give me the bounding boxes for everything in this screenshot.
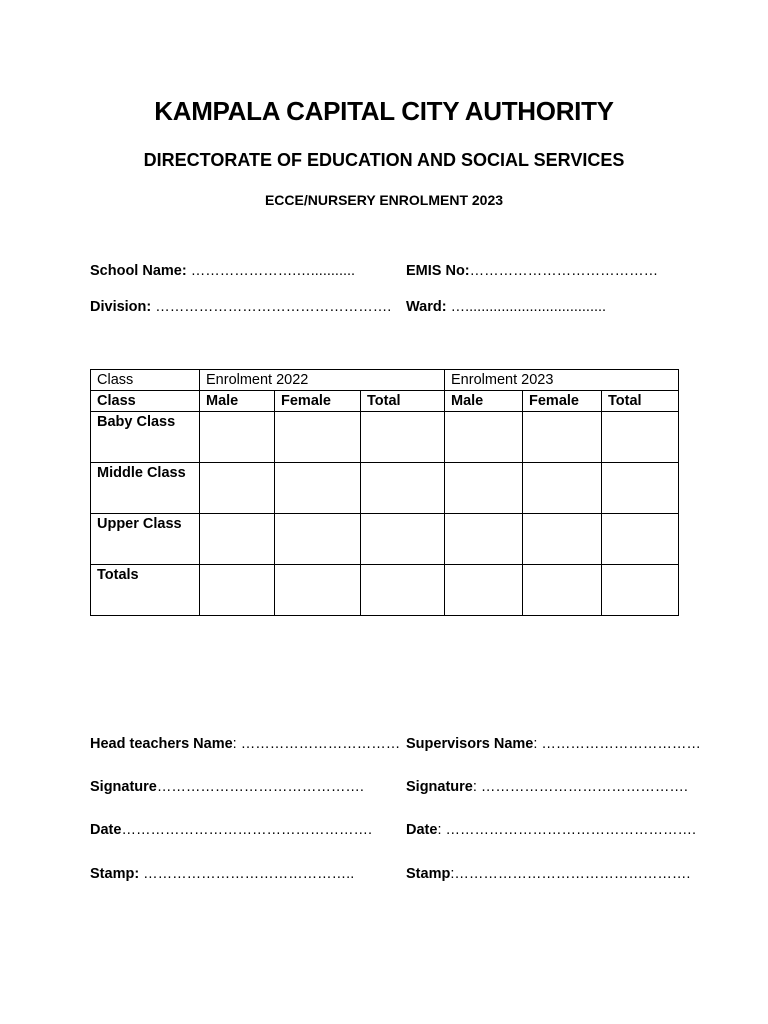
date-left-label: Date xyxy=(90,822,122,838)
cell-input[interactable] xyxy=(275,463,361,514)
subheader-female-2022: Female xyxy=(275,391,361,412)
table-row xyxy=(91,463,679,514)
date-right-field xyxy=(406,822,696,838)
cell-input[interactable] xyxy=(200,514,275,565)
emis-label: EMIS No: xyxy=(406,263,470,279)
cell-input[interactable] xyxy=(361,514,445,565)
cell-input[interactable] xyxy=(200,412,275,463)
stamp-right-field xyxy=(406,866,690,882)
cell-input[interactable] xyxy=(523,412,602,463)
table-row xyxy=(91,412,679,463)
header-enrolment-2022: Enrolment 2022 xyxy=(200,370,445,391)
cell-input[interactable] xyxy=(523,565,602,616)
head-teacher-name-blank[interactable]: : …………………………… xyxy=(232,736,401,752)
supervisor-name-field xyxy=(406,736,701,752)
signature-right-field xyxy=(406,779,688,795)
school-name-blank[interactable]: ………………….…........... xyxy=(186,263,356,279)
cell-input[interactable] xyxy=(602,514,679,565)
cell-input[interactable] xyxy=(275,412,361,463)
subheader-male-2022: Male xyxy=(200,391,275,412)
supervisor-name-blank[interactable]: : …………………………… xyxy=(533,736,701,752)
cell-input[interactable] xyxy=(523,514,602,565)
signature-left-blank[interactable]: ……………………………………. xyxy=(156,779,364,795)
cell-input[interactable] xyxy=(361,412,445,463)
stamp-left-blank[interactable]: …………………………………….. xyxy=(139,866,355,882)
stamp-right-label: Stamp xyxy=(406,866,451,882)
stamp-left-field xyxy=(90,866,354,882)
division-field xyxy=(90,299,391,315)
subheader-class: Class xyxy=(91,391,200,412)
cell-input[interactable] xyxy=(602,412,679,463)
cell-input[interactable] xyxy=(275,514,361,565)
row-label-baby-class: Baby Class xyxy=(91,412,200,463)
head-teacher-name-field xyxy=(90,736,400,752)
cell-input[interactable] xyxy=(361,463,445,514)
page-subtitle: DIRECTORATE OF EDUCATION AND SOCIAL SERVICES xyxy=(143,150,625,170)
cell-input[interactable] xyxy=(361,565,445,616)
head-teacher-name-label: Head teachers Name xyxy=(90,736,233,752)
table-row xyxy=(91,514,679,565)
school-name-label: School Name: xyxy=(90,263,187,279)
subheader-male-2023: Male xyxy=(445,391,523,412)
subheader-female-2023: Female xyxy=(523,391,602,412)
school-name-field xyxy=(90,263,355,279)
division-label: Division: xyxy=(90,299,152,315)
cell-input[interactable] xyxy=(445,565,523,616)
date-right-blank[interactable]: : ……………………………………………. xyxy=(437,822,697,838)
ward-field xyxy=(406,299,606,315)
stamp-right-blank[interactable]: :…………………………………………. xyxy=(450,866,691,882)
table-header-row xyxy=(91,370,679,391)
cell-input[interactable] xyxy=(445,412,523,463)
cell-input[interactable] xyxy=(275,565,361,616)
table-row xyxy=(91,565,679,616)
subheader-total-2023: Total xyxy=(602,391,679,412)
signature-left-label: Signature xyxy=(90,779,157,795)
cell-input[interactable] xyxy=(602,463,679,514)
emis-blank[interactable]: ………………………………… xyxy=(469,263,659,279)
table-subheader-row xyxy=(91,391,679,412)
form-name: ECCE/NURSERY ENROLMENT 2023 xyxy=(264,192,504,208)
date-left-blank[interactable]: ……………………………………………. xyxy=(121,822,372,838)
signature-right-blank[interactable]: : ……………………………………. xyxy=(472,779,688,795)
row-label-totals: Totals xyxy=(91,565,200,616)
cell-input[interactable] xyxy=(445,463,523,514)
division-blank[interactable]: …………………………………………. xyxy=(151,299,392,315)
cell-input[interactable] xyxy=(200,463,275,514)
cell-input[interactable] xyxy=(523,463,602,514)
ward-blank[interactable]: …................................... xyxy=(446,299,607,315)
signature-left-field xyxy=(90,779,364,795)
subheader-total-2022: Total xyxy=(361,391,445,412)
cell-input[interactable] xyxy=(200,565,275,616)
row-label-upper-class: Upper Class xyxy=(91,514,200,565)
date-right-label: Date xyxy=(406,822,438,838)
emis-field xyxy=(406,263,658,279)
header-enrolment-2023: Enrolment 2023 xyxy=(445,370,679,391)
date-left-field xyxy=(90,822,372,838)
page-title: KAMPALA CAPITAL CITY AUTHORITY xyxy=(154,96,614,126)
ward-label: Ward: xyxy=(406,299,447,315)
enrolment-table xyxy=(90,369,679,616)
stamp-left-label: Stamp: xyxy=(90,866,140,882)
cell-input[interactable] xyxy=(602,565,679,616)
row-label-middle-class: Middle Class xyxy=(91,463,200,514)
cell-input[interactable] xyxy=(445,514,523,565)
supervisor-name-label: Supervisors Name xyxy=(406,736,534,752)
header-class: Class xyxy=(91,370,200,391)
signature-right-label: Signature xyxy=(406,779,473,795)
